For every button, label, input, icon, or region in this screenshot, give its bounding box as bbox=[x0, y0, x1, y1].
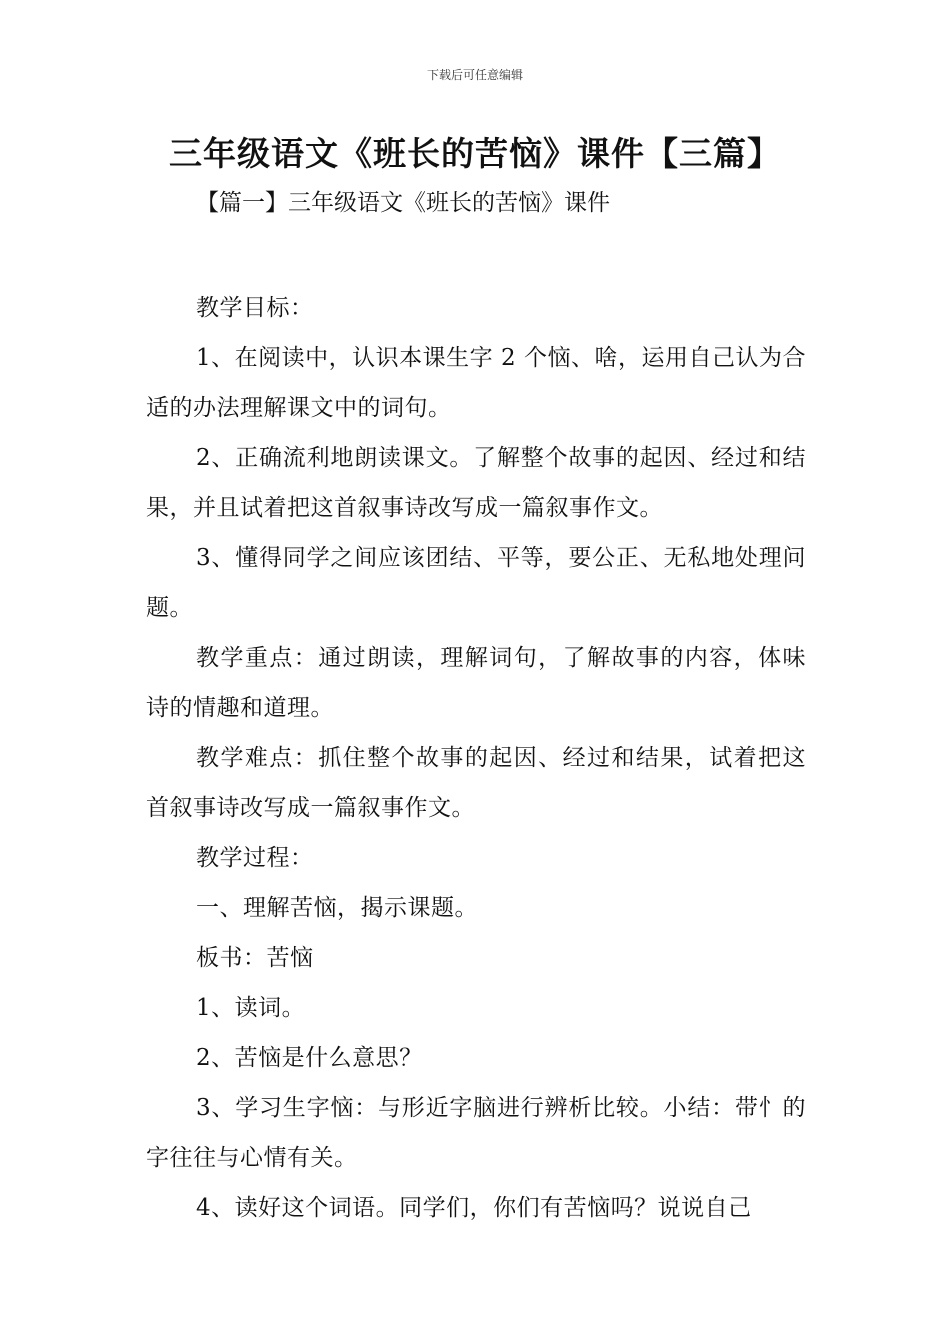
paragraph-goal-3: 3、懂得同学之间应该团结、平等，要公正、无私地处理问题。 bbox=[146, 545, 806, 621]
paragraph-blackboard: 板书：苦恼 bbox=[196, 945, 314, 971]
paragraph-item-3: 3、学习生字恼：与形近字脑进行辨析比较。小结：带忄的字往往与心情有关。 bbox=[146, 1095, 806, 1171]
section-subtitle: 【篇一】三年级语文《班长的苦恼》课件 bbox=[196, 190, 610, 216]
paragraph-item-2: 2、苦恼是什么意思？ bbox=[196, 1045, 423, 1071]
paragraph-key-points: 教学重点：通过朗读，理解词句，了解故事的内容，体味诗的情趣和道理。 bbox=[146, 645, 806, 721]
paragraph-step-1: 一、理解苦恼，揭示课题。 bbox=[196, 895, 478, 921]
paragraph-difficulties: 教学难点：抓住整个故事的起因、经过和结果，试着把这首叙事诗改写成一篇叙事作文。 bbox=[146, 745, 806, 821]
header-note: 下载后可任意编辑 bbox=[426, 68, 523, 82]
paragraph-item-1: 1、读词。 bbox=[196, 995, 306, 1021]
paragraph-teaching-goals: 教学目标： bbox=[196, 295, 314, 321]
document-body bbox=[146, 283, 806, 1233]
paragraph-teaching-process: 教学过程： bbox=[196, 845, 314, 871]
paragraph-goal-2: 2、正确流利地朗读课文。了解整个故事的起因、经过和结果，并且试着把这首叙事诗改写成一篇叙事作文。 bbox=[146, 445, 806, 521]
document-title: 三年级语文《班长的苦恼》课件【三篇】 bbox=[169, 134, 781, 173]
paragraph-goal-1: 1、在阅读中，认识本课生字 2 个恼、啥，运用自己认为合适的办法理解课文中的词句。 bbox=[146, 345, 806, 421]
paragraph-item-4: 4、读好这个词语。同学们，你们有苦恼吗？说说自己 bbox=[196, 1195, 752, 1221]
